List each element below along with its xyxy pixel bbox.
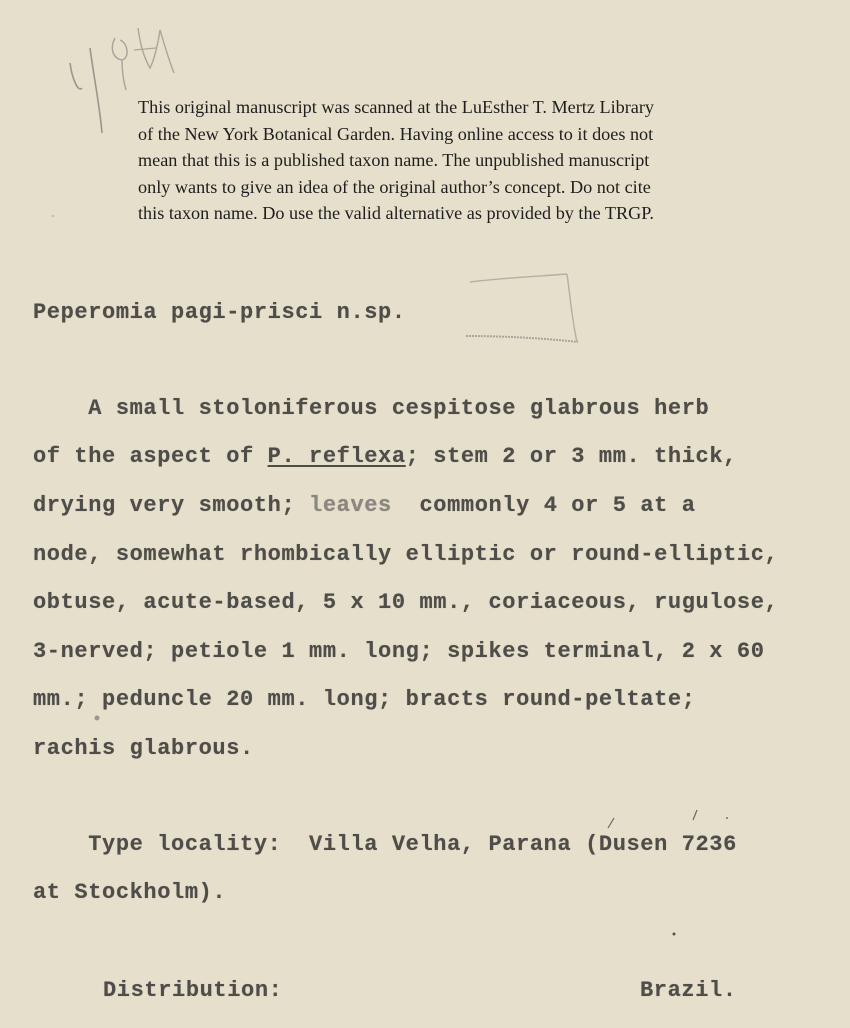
distribution-label: Distribution:	[103, 978, 283, 1003]
description-line: 3-nerved; petiole 1 mm. long; spikes terminal, 2 x 60	[33, 639, 765, 664]
description-line: node, somewhat rhombically elliptic or round-elliptic,	[33, 542, 779, 567]
type-locality-line: Type locality: Villa Velha, Parana (Dusen 7236	[33, 832, 737, 857]
description-line: rachis glabrous.	[33, 736, 254, 761]
description-text: commonly 4 or 5 at a	[391, 493, 696, 518]
description-line: obtuse, acute-based, 5 x 10 mm., coriaceous, rugulose,	[33, 590, 779, 615]
library-notice	[138, 94, 778, 227]
underlined-species-reference: P. reflexa	[267, 444, 406, 469]
distribution-value: Brazil.	[640, 978, 737, 1003]
description-line	[33, 493, 696, 518]
description-text: drying very smooth;	[33, 493, 310, 518]
notice-line: mean that this is a published taxon name. The unpublished manuscript	[138, 150, 650, 171]
smudged-word: leaves	[309, 493, 392, 518]
notice-line: This original manuscript was scanned at the LuEsther T. Mertz Library	[138, 97, 654, 117]
faint-stamp-box	[462, 270, 587, 350]
description-line: A small stoloniferous cespitose glabrous herb	[33, 396, 710, 421]
type-locality-line: at Stockholm).	[33, 880, 227, 905]
notice-line: this taxon name. Do use the valid alternative as provided by the TRGP.	[138, 203, 654, 224]
description-text: of the aspect of	[33, 444, 268, 469]
description-line: mm.; peduncle 20 mm. long; bracts round-peltate;	[33, 687, 696, 712]
description-text: ; stem 2 or 3 mm. thick,	[405, 444, 737, 469]
description-line	[33, 444, 737, 469]
notice-line: only wants to give an idea of the original author’s concept. Do not cite	[138, 176, 651, 197]
notice-line: of the New York Botanical Garden. Having online access to it does not	[138, 123, 654, 144]
species-title: Peperomia pagi-prisci n.sp.	[33, 300, 406, 325]
